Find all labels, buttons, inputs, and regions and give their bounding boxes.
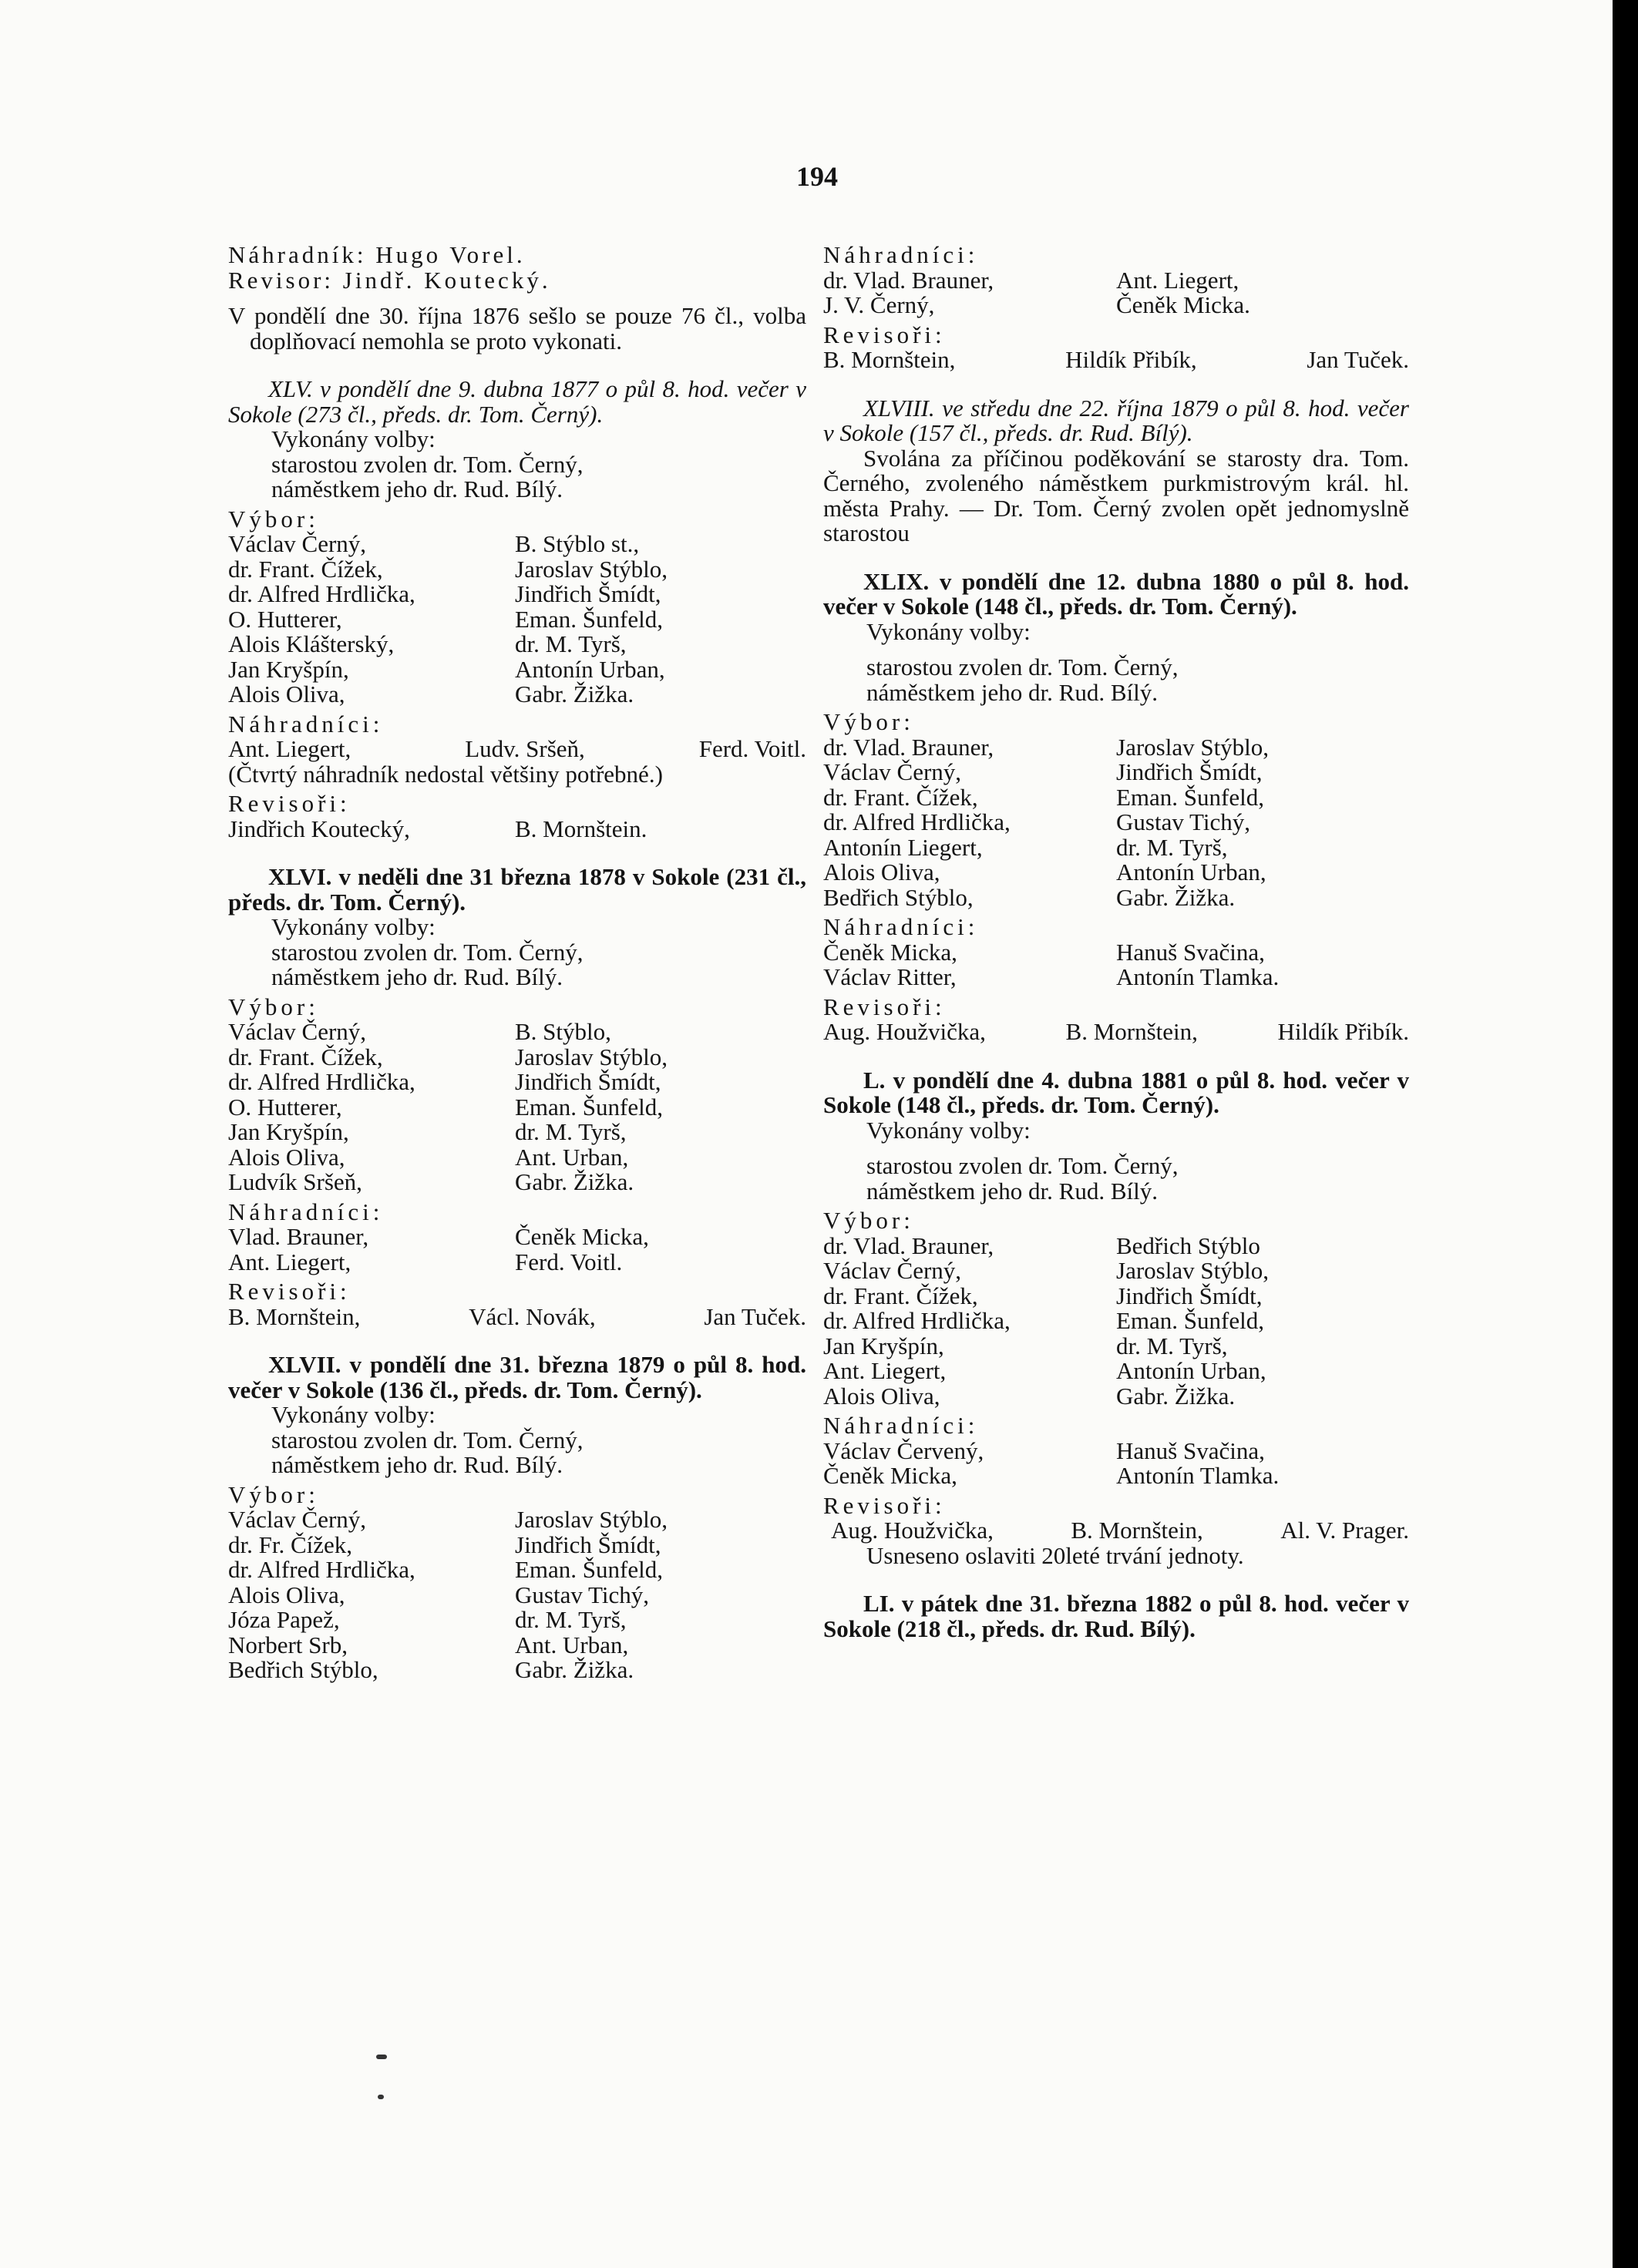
list-item: Al. V. Prager. — [1280, 1517, 1409, 1544]
list-item: dr. Frant. Čížek, — [823, 1282, 978, 1309]
list-item: B. Stýblo, — [515, 1018, 611, 1045]
list-item: Alois Oliva, — [228, 1581, 345, 1608]
list-item: Jindřich Šmídt, — [1116, 758, 1263, 785]
list-item: Alois Oliva, — [823, 858, 940, 885]
list-item: B. Mornštein. — [515, 815, 647, 842]
substitutes-right — [515, 1225, 806, 1275]
list-item: Ludv. Sršeň, — [465, 735, 585, 762]
list-item: Antonín Tlamka. — [1116, 963, 1280, 990]
list-item: Alois Oliva, — [823, 1382, 940, 1410]
deputy-line: náměstkem jeho dr. Rud. Bílý. — [271, 1451, 563, 1478]
list-item: Václav Černý, — [228, 530, 367, 557]
section-heading-xlv: XLV. v pondělí dne 9. dubna 1877 o půl 8. hod. večer v Sokole (273 čl., předs. dr. Tom. Černý). — [228, 375, 806, 428]
auditors-list — [823, 1518, 1409, 1544]
substitutes-label: Náhradníci: — [823, 913, 979, 940]
substitutes-left — [823, 940, 1116, 990]
left-column — [228, 243, 806, 1683]
list-item: Bedřich Stýblo, — [823, 883, 974, 911]
auditors-label: Revisoři: — [228, 790, 351, 817]
list-item: Jindřich Šmídt, — [515, 1530, 661, 1558]
list-item: O. Hutterer, — [228, 1093, 342, 1121]
list-item: Jan Kryšpín, — [228, 655, 349, 683]
list-item: Antonín Liegert, — [823, 833, 983, 861]
list-item: B. Mornštein, — [1071, 1517, 1203, 1544]
intro-paragraph: V pondělí dne 30. října 1876 sešlo se pouze 76 čl., volba doplňovací nemohla se proto vykonati. — [228, 302, 806, 354]
substitutes-label: Náhradníci: — [823, 241, 979, 268]
list-item: Gabr. Žižka. — [515, 680, 634, 707]
list-item: Józa Papež, — [228, 1606, 340, 1633]
list-item: Aug. Houžvička, — [831, 1517, 994, 1544]
list-item: dr. Vlad. Brauner, — [823, 1231, 994, 1259]
substitutes-right — [1116, 1436, 1409, 1489]
list-item: dr. Frant. Čížek, — [228, 555, 383, 583]
list-item: dr. Alfred Hrdlička, — [228, 1068, 415, 1095]
list-item: dr. Alfred Hrdlička, — [823, 808, 1011, 835]
list-item: Ant. Urban, — [515, 1631, 629, 1658]
list-item: B. Mornštein, — [823, 346, 956, 373]
list-item: Vlad. Brauner, — [228, 1223, 369, 1250]
list-item: Antonín Urban, — [515, 655, 665, 683]
page-number: 194 — [796, 161, 838, 192]
list-item: dr. Alfred Hrdlička, — [228, 1556, 415, 1583]
deputy-line: náměstkem jeho dr. Rud. Bílý. — [271, 963, 563, 990]
list-item: dr. M. Tyrš, — [1116, 833, 1228, 861]
list-item: dr. Alfred Hrdlička, — [823, 1307, 1011, 1334]
list-item: Čeněk Micka, — [823, 938, 957, 966]
substitutes-list — [228, 1225, 806, 1275]
substitutes-list — [823, 940, 1409, 990]
auditors-list — [228, 1302, 806, 1330]
committee-label: Výbor: — [228, 1480, 319, 1508]
right-column — [823, 243, 1409, 1641]
print-smudge — [378, 2095, 384, 2099]
list-item: dr. Alfred Hrdlička, — [228, 580, 415, 607]
substitutes-label: Náhradníci: — [228, 1198, 384, 1225]
committee-right — [515, 1507, 806, 1683]
auditors-list — [823, 1020, 1409, 1045]
list-item: Jaroslav Stýblo, — [1116, 1257, 1270, 1284]
committee-left — [823, 735, 1116, 911]
section-heading-xlvii: XLVII. v pondělí dne 31. března 1879 o půl 8. hod. večer v Sokole (136 čl., předs. dr. Tom. Černý). — [228, 1351, 806, 1403]
list-item: dr. Frant. Čížek, — [823, 783, 978, 811]
section-heading-xlvi: XLVI. v neděli dne 31 března 1878 v Sokole (231 čl., předs. dr. Tom. Černý). — [228, 863, 806, 916]
elections-label: Vykonány volby: — [866, 617, 1031, 645]
list-item: Václav Černý, — [228, 1018, 367, 1045]
committee-label: Výbor: — [228, 505, 319, 533]
list-item: dr. M. Tyrš, — [515, 1606, 627, 1633]
section-heading-xlviii: XLVIII. ve středu dne 22. října 1879 o půl 8. hod. večer v Sokole (157 čl., předs. dr. Rud. Bílý). — [823, 394, 1409, 446]
list-item: dr. Fr. Čížek, — [228, 1530, 353, 1558]
substitutes-list — [823, 268, 1409, 318]
substitutes-right — [1116, 268, 1409, 318]
resolution-line: Usneseno oslaviti 20leté trvání jednoty. — [866, 1541, 1244, 1569]
list-item: Eman. Šunfeld, — [515, 1556, 663, 1583]
elections-label: Vykonány volby: — [271, 913, 436, 940]
list-item: B. Mornštein, — [1065, 1018, 1198, 1045]
substitutes-left — [228, 1225, 515, 1275]
list-item: Gabr. Žižka. — [515, 1168, 634, 1195]
list-item: Aug. Houžvička, — [823, 1018, 986, 1045]
list-item: Gabr. Žižka. — [1116, 1382, 1236, 1410]
list-item: Hildík Přibík, — [1065, 346, 1197, 373]
substitutes-left — [823, 1436, 1116, 1489]
chairman-line: starostou zvolen dr. Tom. Černý, — [271, 938, 584, 966]
list-item: Čeněk Micka. — [1116, 291, 1250, 318]
list-item: Eman. Šunfeld, — [515, 1093, 663, 1121]
committee-label: Výbor: — [823, 1207, 914, 1234]
committee-left — [228, 1020, 515, 1195]
section-heading-li: LI. v pátek dne 31. března 1882 o půl 8. hod. večer v Sokole (218 čl., předs. dr. Rud. Bílý). — [823, 1590, 1409, 1642]
list-item: Jan Kryšpín, — [823, 1332, 944, 1359]
deputy-line: náměstkem jeho dr. Rud. Bílý. — [866, 678, 1158, 706]
list-item: Antonín Urban, — [1116, 1357, 1266, 1384]
substitutes-left — [823, 268, 1116, 318]
list-item: Ant. Urban, — [515, 1143, 629, 1171]
auditors-list — [228, 817, 806, 842]
elections-label: Vykonány volby: — [866, 1116, 1031, 1144]
note-line: (Čtvrtý náhradník nedostal většiny potřebné.) — [228, 760, 663, 788]
substitutes-label: Náhradníci: — [228, 710, 384, 738]
list-item: Ant. Liegert, — [228, 735, 351, 762]
substitute-line: Náhradník: Hugo Vorel. — [228, 241, 526, 268]
committee-right — [1116, 1231, 1409, 1410]
list-item: Jindřich Šmídt, — [1116, 1282, 1263, 1309]
committee-right — [515, 1020, 806, 1195]
list-item: Antonín Urban, — [1116, 858, 1266, 885]
chairman-line: starostou zvolen dr. Tom. Černý, — [271, 450, 584, 478]
list-item: Ant. Liegert, — [823, 1357, 947, 1384]
auditors-label: Revisoři: — [823, 1491, 946, 1519]
substitutes-label: Náhradníci: — [823, 1412, 979, 1439]
list-item: dr. M. Tyrš, — [1116, 1332, 1228, 1359]
committee-list — [228, 1020, 806, 1195]
list-item: Václav Červený, — [823, 1436, 984, 1464]
committee-left — [823, 1231, 1116, 1410]
list-item: Ferd. Voitl. — [698, 735, 806, 762]
list-item: Hanuš Svačina, — [1116, 938, 1265, 966]
committee-left — [228, 1507, 515, 1683]
committee-list — [823, 1231, 1409, 1410]
list-item: Gabr. Žižka. — [1116, 883, 1236, 911]
section-heading-xlix: XLIX. v pondělí dne 12. dubna 1880 o půl 8. hod. večer v Sokole (148 čl., předs. dr. Tom. Černý). — [823, 567, 1409, 620]
list-item: Václav Černý, — [823, 1257, 962, 1284]
list-item: Antonín Tlamka. — [1116, 1462, 1280, 1489]
list-item: dr. Vlad. Brauner, — [823, 733, 994, 761]
substitutes-right — [1116, 940, 1409, 990]
list-item: Jaroslav Stýblo, — [515, 1506, 668, 1533]
list-item: Gustav Tichý, — [515, 1581, 649, 1608]
auditors-label: Revisoři: — [228, 1278, 351, 1305]
list-item: Václav Ritter, — [823, 963, 957, 990]
list-item: Václav Černý, — [823, 758, 962, 785]
list-item: Norbert Srb, — [228, 1631, 348, 1658]
list-item: Ant. Liegert, — [1116, 266, 1239, 294]
committee-left — [228, 532, 515, 707]
list-item: Eman. Šunfeld, — [1116, 1307, 1264, 1334]
substitutes-list — [823, 1436, 1409, 1489]
committee-list — [823, 735, 1409, 911]
list-item: Bedřich Stýblo — [1116, 1231, 1260, 1259]
list-item: Čeněk Micka, — [515, 1223, 649, 1250]
auditors-label: Revisoři: — [823, 993, 946, 1020]
committee-list — [228, 532, 806, 707]
list-item: Jan Kryšpín, — [228, 1118, 349, 1145]
list-item: B. Mornštein, — [228, 1302, 361, 1330]
list-item: dr. M. Tyrš, — [515, 1118, 627, 1145]
list-item: Alois Oliva, — [228, 1143, 345, 1171]
list-item: Alois Oliva, — [228, 680, 345, 707]
elections-label: Vykonány volby: — [271, 425, 436, 452]
list-item: Alois Klášterský, — [228, 630, 395, 657]
list-item: Gabr. Žižka. — [515, 1656, 634, 1683]
list-item: Gustav Tichý, — [1116, 808, 1250, 835]
list-item: Ant. Liegert, — [228, 1248, 351, 1275]
list-item: J. V. Černý, — [823, 291, 935, 318]
list-item: Bedřich Stýblo, — [228, 1656, 378, 1683]
section-text: Svolána za příčinou poděkování se starosty dra. Tom. Černého, zvoleného náměstkem purkmistrovým král. hl. města Prahy. — Dr. Tom. Černý zvolen opět jednomyslně starostou — [823, 444, 1409, 546]
list-item: Čeněk Micka, — [823, 1462, 957, 1489]
list-item: Václav Černý, — [228, 1506, 367, 1533]
committee-label: Výbor: — [228, 993, 319, 1020]
list-item: Eman. Šunfeld, — [1116, 783, 1264, 811]
auditors-label: Revisoři: — [823, 321, 946, 348]
list-item: Eman. Šunfeld, — [515, 605, 663, 633]
list-item: O. Hutterer, — [228, 605, 342, 633]
chairman-line: starostou zvolen dr. Tom. Černý, — [866, 1152, 1179, 1179]
chairman-line: starostou zvolen dr. Tom. Černý, — [866, 654, 1179, 680]
section-heading-l: L. v pondělí dne 4. dubna 1881 o půl 8. hod. večer v Sokole (148 čl., předs. dr. Tom. Černý). — [823, 1066, 1409, 1118]
committee-label: Výbor: — [823, 708, 914, 735]
list-item: Jan Tuček. — [704, 1302, 806, 1330]
committee-right — [515, 532, 806, 707]
list-item: Jaroslav Stýblo, — [515, 1043, 668, 1070]
substitutes-list — [228, 737, 806, 762]
list-item: Jan Tuček. — [1307, 346, 1409, 373]
list-item: Hildík Přibík. — [1277, 1018, 1409, 1045]
auditor-line: Revisor: Jindř. Koutecký. — [228, 266, 551, 294]
list-item: Ferd. Voitl. — [515, 1248, 623, 1275]
chairman-line: starostou zvolen dr. Tom. Černý, — [271, 1426, 584, 1453]
list-item: Václ. Novák, — [469, 1302, 596, 1330]
list-item: Ludvík Sršeň, — [228, 1168, 362, 1195]
list-item: Jindřich Koutecký, — [228, 815, 410, 842]
list-item: dr. Frant. Čížek, — [228, 1043, 383, 1070]
list-item: B. Stýblo st., — [515, 530, 640, 557]
list-item: Jaroslav Stýblo, — [1116, 733, 1270, 761]
list-item: Jindřich Šmídt, — [515, 580, 661, 607]
list-item: dr. Vlad. Brauner, — [823, 266, 994, 294]
elections-label: Vykonány volby: — [271, 1401, 436, 1428]
print-smudge — [376, 2055, 387, 2059]
committee-right — [1116, 735, 1409, 911]
deputy-line: náměstkem jeho dr. Rud. Bílý. — [271, 475, 563, 502]
list-item: Jindřich Šmídt, — [515, 1068, 661, 1095]
deputy-line: náměstkem jeho dr. Rud. Bílý. — [866, 1177, 1158, 1205]
auditors-list — [823, 348, 1409, 373]
committee-list — [228, 1507, 806, 1683]
list-item: Hanuš Svačina, — [1116, 1436, 1265, 1464]
list-item: dr. M. Tyrš, — [515, 630, 627, 657]
list-item: Jaroslav Stýblo, — [515, 555, 668, 583]
